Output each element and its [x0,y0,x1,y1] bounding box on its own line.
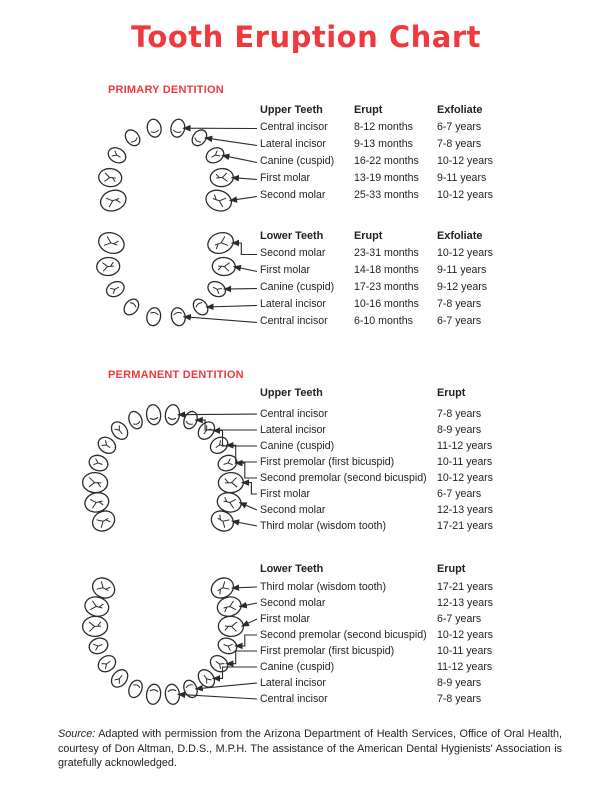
leader-line-arrow [205,138,257,146]
tooth-shape [98,187,129,215]
tooth-shape [208,574,237,602]
leader-line-arrow [239,603,257,607]
tooth-shape [121,296,141,317]
tooth-shape [146,118,163,139]
tooth-name-cell: Lateral incisor [260,424,326,436]
table-row [260,675,570,691]
erupt-cell: 13-19 months [354,172,419,184]
tooth-shape [83,594,111,618]
tooth-name-cell: Canine (cuspid) [260,661,335,673]
table-row [260,438,570,454]
tooth-shape [145,404,161,426]
source-text: Adapted with permission from the Arizona Department of Health Services, Office of Oral Health, courtesy of Don Altman, D.D.S., M.P.H. The assistance of the American Dental Hygienists' Association is gratefully acknowledged. [58,728,562,770]
erupt-cell: 8-9 years [437,424,482,436]
primary-upper-table [260,102,570,204]
table-row [260,643,570,659]
column-header-erupt: Erupt [437,387,466,399]
tooth-shape [82,472,108,493]
erupt-cell: 16-22 months [354,155,419,167]
leader-line-arrow [232,587,258,588]
leader-line-arrow [224,289,258,290]
exfoliate-cell: 7-8 years [437,138,482,150]
tooth-shape [207,434,231,457]
tooth-shape [87,453,110,474]
primary-upper-arch [98,118,257,214]
leader-line-arrow [178,414,258,415]
permanent-upper-arch [82,404,257,535]
column-header-exfoliate: Exfoliate [437,104,483,116]
tooth-shape [164,683,180,705]
tooth-shape [189,127,209,148]
erupt-cell: 10-16 months [354,298,419,310]
table-row [260,313,570,330]
tooth-shape [181,678,199,699]
erupt-cell: 17-23 months [354,281,419,293]
tooth-shape [205,229,236,256]
tooth-shape [126,409,144,430]
erupt-cell: 10-12 years [437,629,493,641]
erupt-cell: 8-9 years [437,677,482,689]
table-row [260,170,570,187]
tooth-shape [190,296,210,317]
erupt-cell: 23-31 months [354,247,419,259]
erupt-cell: 9-13 months [354,138,413,150]
tooth-shape [108,667,131,691]
leader-line-arrow [183,317,257,323]
section-heading-primary-dentition: PRIMARY DENTITION [108,84,224,96]
tooth-name-cell: Third molar (wisdom tooth) [260,581,386,593]
erupt-cell: 7-8 years [437,408,482,420]
tooth-name-cell: First molar [260,264,311,276]
leader-line-arrow [222,155,257,162]
erupt-cell: 6-7 years [437,613,482,625]
tooth-shape [89,507,118,535]
tooth-shape [145,683,161,705]
table-row [260,659,570,675]
tooth-name-cell: Lateral incisor [260,298,326,310]
tooth-name-cell: Second premolar (second bicuspid) [260,629,427,641]
tooth-name-cell: Lateral incisor [260,677,326,689]
permanent-upper-table [260,385,570,534]
exfoliate-cell: 6-7 years [437,121,482,133]
tooth-shape [106,145,129,166]
tooth-shape [169,118,186,139]
tooth-name-cell: Canine (cuspid) [260,440,335,452]
leader-line-arrow [229,197,257,201]
tooth-shape [96,257,120,277]
tooth-shape [108,419,131,443]
table-header-row [260,385,570,401]
table-header-row [260,228,570,245]
leader-line-arrow [213,667,258,678]
erupt-cell: 10-12 years [437,472,493,484]
primary-lower-table [260,228,570,330]
tooth-shape [95,434,119,457]
tooth-shape [215,490,243,514]
erupt-cell: 6-7 years [437,488,482,500]
tooth-shape [218,472,244,493]
tooth-shape [104,279,127,300]
leader-line-arrow [233,267,257,272]
tooth-name-cell: Lateral incisor [260,138,326,150]
tooth-name-cell: First molar [260,172,311,184]
tooth-shape [212,257,236,277]
erupt-cell: 17-21 years [437,581,493,593]
exfoliate-cell: 10-12 years [437,189,493,201]
exfoliate-cell: 9-11 years [437,172,487,184]
exfoliate-cell: 10-12 years [437,247,493,259]
source-note [58,727,562,771]
erupt-cell: 7-8 years [437,693,482,705]
exfoliate-cell: 9-11 years [437,264,487,276]
table-row [260,406,570,422]
tooth-name-cell: Second molar [260,597,326,609]
tooth-shape [207,652,231,675]
erupt-cell: 10-11 years [437,456,493,468]
table-row [260,136,570,153]
tooth-name-cell: First premolar (first bicuspid) [260,645,395,657]
section-heading-permanent-dentition: PERMANENT DENTITION [108,369,244,381]
table-row [260,119,570,136]
column-header-exfoliate: Exfoliate [437,230,483,242]
erupt-cell: 25-33 months [354,189,419,201]
leader-line-arrow [231,178,257,180]
tooth-name-cell: Second molar [260,247,326,259]
tooth-shape [195,419,218,443]
column-header-teeth: Lower Teeth [260,230,324,242]
tooth-shape [126,678,144,699]
leader-line-arrow [226,651,257,664]
exfoliate-cell: 7-8 years [437,298,482,310]
column-header-teeth: Upper Teeth [260,104,323,116]
tooth-shape [95,652,119,675]
source-label: Source: [58,728,96,740]
tooth-shape [216,636,239,657]
table-row [260,422,570,438]
table-header-row [260,102,570,119]
permanent-lower-table [260,561,570,707]
leader-line-arrow [235,635,257,646]
table-row [260,245,570,262]
table-header-row [260,561,570,577]
tooth-shape [82,616,108,637]
tooth-shape [122,127,142,148]
leader-line-arrow [231,243,257,255]
tooth-name-cell: Central incisor [260,315,328,327]
tooth-shape [96,229,127,256]
tooth-name-cell: Canine (cuspid) [260,281,335,293]
leader-line-arrow [232,521,258,526]
tooth-shape [164,404,180,426]
table-row [260,627,570,643]
erupt-cell: 11-12 years [437,440,493,452]
tooth-name-cell: Second premolar (second bicuspid) [260,472,427,484]
permanent-lower-arch [82,574,257,705]
tooth-shape [89,574,118,602]
column-header-erupt: Erupt [437,563,466,575]
table-row [260,187,570,204]
exfoliate-cell: 9-12 years [437,281,488,293]
table-row [260,579,570,595]
tooth-shape [203,187,234,215]
table-row [260,502,570,518]
leader-line-arrow [241,483,257,494]
page-title: Tooth Eruption Chart [130,20,482,54]
tooth-name-cell: First premolar (first bicuspid) [260,456,395,468]
erupt-cell: 12-13 years [437,597,493,609]
leader-line-arrow [235,463,257,478]
tooth-shape [195,667,218,691]
tooth-name-cell: Central incisor [260,121,328,133]
table-row [260,691,570,707]
table-row [260,454,570,470]
table-row [260,279,570,296]
erupt-cell: 11-12 years [437,661,493,673]
erupt-cell: 14-18 months [354,264,419,276]
exfoliate-cell: 6-7 years [437,315,482,327]
table-row [260,262,570,279]
leader-line-arrow [241,619,257,626]
tooth-shape [83,490,111,514]
column-header-erupt: Erupt [354,104,383,116]
tooth-name-cell: Central incisor [260,693,328,705]
leader-line-arrow [226,445,257,462]
erupt-cell: 6-10 months [354,315,413,327]
table-row [260,486,570,502]
tooth-shape [208,507,237,535]
tooth-shape [215,594,243,618]
tooth-name-cell: Canine (cuspid) [260,155,335,167]
erupt-cell: 17-21 years [437,520,493,532]
tooth-shape [204,145,227,166]
tooth-shape [210,168,234,188]
leader-line-arrow [195,683,257,689]
table-row [260,611,570,627]
exfoliate-cell: 10-12 years [437,155,493,167]
tooth-shape [181,409,199,430]
table-row [260,153,570,170]
erupt-cell: 8-12 months [354,121,413,133]
erupt-cell: 10-11 years [437,645,493,657]
column-header-teeth: Lower Teeth [260,563,324,575]
leader-line-arrow [195,420,257,430]
tooth-name-cell: First molar [260,488,311,500]
tooth-shape [218,616,244,637]
leader-line-arrow [178,694,258,699]
table-row [260,518,570,534]
leader-line-arrow [206,306,257,308]
primary-lower-arch [96,229,257,327]
leader-line-arrow [213,431,258,446]
table-row [260,595,570,611]
tooth-shape [98,168,122,188]
tooth-shape [216,453,239,474]
tooth-name-cell: Second molar [260,189,326,201]
tooth-shape [145,306,162,327]
tooth-name-cell: Third molar (wisdom tooth) [260,520,386,532]
tooth-name-cell: Second molar [260,504,326,516]
table-row [260,470,570,486]
leader-line-arrow [239,502,257,510]
tooth-name-cell: First molar [260,613,311,625]
column-header-teeth: Upper Teeth [260,387,323,399]
erupt-cell: 12-13 years [437,504,493,516]
column-header-erupt: Erupt [354,230,383,242]
tooth-shape [87,636,110,657]
table-row [260,296,570,313]
tooth-arches-group [82,118,257,705]
tooth-name-cell: Central incisor [260,408,328,420]
tooth-shape [170,306,187,327]
tooth-shape [205,279,228,300]
